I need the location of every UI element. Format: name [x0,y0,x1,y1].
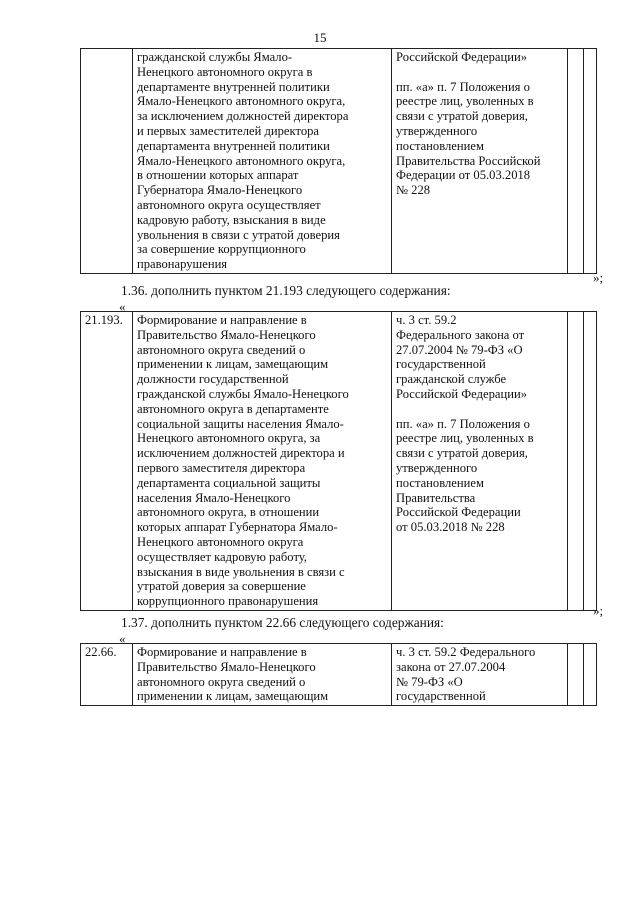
empty-cell [584,312,597,611]
empty-cell [584,49,597,274]
opening-quote: « [119,631,126,646]
row-number: 22.66. [81,644,133,706]
empty-cell [568,49,584,274]
row-legal-basis: ч. 3 ст. 59.2 Федерального закона от 27.07.2004 № 79-ФЗ «О государственной гражданской службе Российской Федерации» пп. «а» п. 7 Положения о реестре лиц, уволенных в связи с утратой доверия, утвержденного постановлением Правительства Российской Федерации от 05.03.2018 № 228 [392,312,568,611]
row-number: 21.193. [81,312,133,611]
table-row [81,49,597,274]
opening-quote: « [119,299,126,314]
registry-table-21-193 [80,311,597,611]
registry-table-22-66 [80,643,597,706]
row-number [81,49,133,274]
empty-cell [568,312,584,611]
table-row [81,644,597,706]
closing-quote: »; [593,270,604,285]
table-row [81,312,597,611]
empty-cell [568,644,584,706]
registry-table-continued [80,48,597,274]
empty-cell [584,644,597,706]
section-1-37-text: 1.37. дополнить пунктом 22.66 следующего содержания: [121,615,444,630]
row-description: Формирование и направление в Правительство Ямало-Ненецкого автономного округа сведений о применении к лицам, замещающим [133,644,392,706]
page-number: 15 [313,30,327,45]
closing-quote: »; [593,603,604,618]
section-1-36-text: 1.36. дополнить пунктом 21.193 следующего содержания: [121,283,451,298]
row-legal-basis: ч. 3 ст. 59.2 Федерального закона от 27.07.2004 № 79-ФЗ «О государственной [392,644,568,706]
row-description: Формирование и направление в Правительство Ямало-Ненецкого автономного округа сведений о применении к лицам, замещающим должности государственной гражданской службы Ямало-Ненецкого автономного округа в департаменте социальной защиты населения Ямало- Ненецкого автономного округа, за исключением должностей директора и первого заместителя директора департамента социальной защиты населения Ямало-Ненецкого автономного округа, в отношении которых аппарат Губернатора Ямало- Ненецкого автономного округа осуществляет кадровую работу, взыскания в виде увольнения в связи с утратой доверия за совершение коррупционного правонарушения [133,312,392,611]
row-description: гражданской службы Ямало- Ненецкого автономного округа в департаменте внутренней политики Ямало-Ненецкого автономного округа, за исключением должностей директора и первых заместителей директора департамента внутренней политики Ямало-Ненецкого автономного округа, в отношении которых аппарат Губернатора Ямало-Ненецкого автономного округа осуществляет кадровую работу, взыскания в виде увольнения в связи с утратой доверия за совершение коррупционного правонарушения [133,49,392,274]
row-legal-basis: Российской Федерации» пп. «а» п. 7 Положения о реестре лиц, уволенных в связи с утратой доверия, утвержденного постановлением Правительства Российской Федерации от 05.03.2018 № 228 [392,49,568,274]
